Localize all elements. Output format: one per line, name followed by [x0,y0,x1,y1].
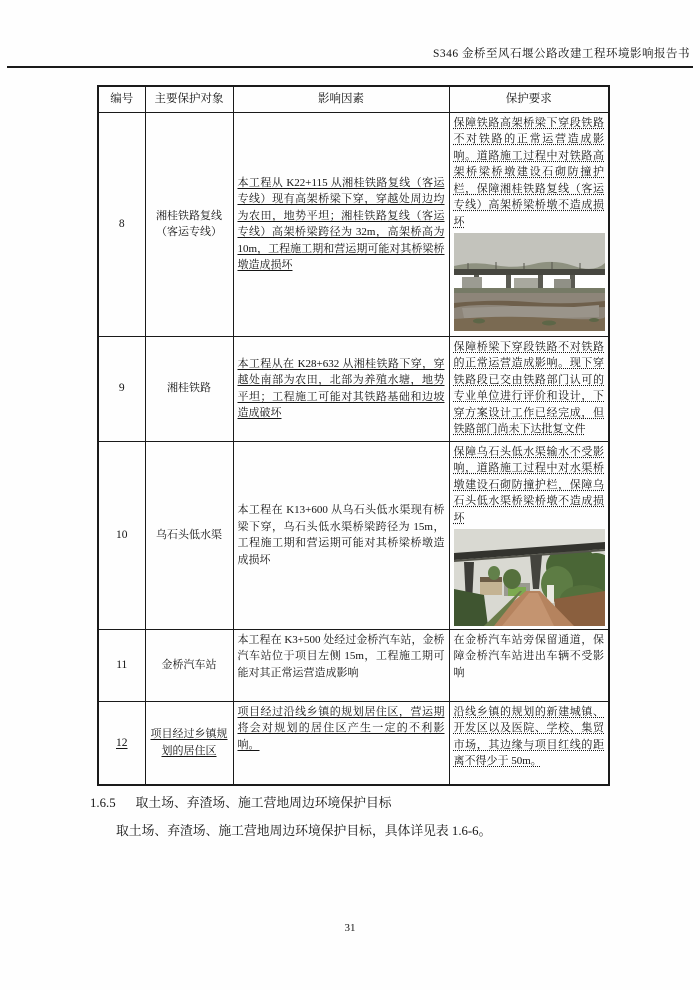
row11-number: 11 [98,629,145,701]
column-header-impact: 影响因素 [233,86,449,112]
row9-requirement: 保障桥梁下穿段铁路不对铁路的正常运营造成影响。现下穿铁路段已交由铁路部门认可的专业单位进行评价和设计，下穿方案设计工作已经完成，但铁路部门尚未下达批复文件 [449,336,609,441]
section-title: 取土场、弃渣场、施工营地周边环境保护目标 [135,796,392,810]
section-number: 1.6.5 [90,796,116,810]
page-number: 31 [344,922,356,934]
row9-number: 9 [98,336,145,441]
row10-requirement: 保障乌石头低水渠输水不受影响，道路施工过程中对水渠桥墩建设石砌防撞护栏，保障乌石头低水渠桥梁桥墩不造成损坏 [449,441,609,629]
table-row [98,441,609,629]
table-header-row [98,86,609,112]
row10-impact: 本工程在 K13+600 从乌石头低水渠现有桥梁下穿，乌石头低水渠桥梁跨径为 15m，工程施工期和营运期可能对其桥梁桥墩造成损坏 [233,441,449,629]
row8-impact: 本工程从 K22+115 从湘桂铁路复线（客运专线）现有高架桥梁下穿，穿越处周边均为农田，地势平坦；湘桂铁路复线（客运专线）高架桥梁跨径为 32m，高架桥高为 10m，工程施工期和营运期可能对其桥梁桥墩造成损坏 [233,112,449,336]
header-divider [7,66,693,68]
protection-targets-table [97,85,610,786]
row12-requirement: 沿线乡镇的规划的新建城镇、开发区以及医院、学校、集贸市场，其边缘与项目红线的距离不得少于 50m。 [449,701,609,785]
table-row [98,629,609,701]
table-row [98,701,609,785]
row11-object: 金桥汽车站 [145,629,233,701]
row11-impact: 本工程在 K3+500 处经过金桥汽车站，金桥汽车站位于项目左侧 15m，工程施工期可能对其正常运营造成影响 [233,629,449,701]
railway-viaduct-photo [454,233,605,331]
row12-number: 12 [98,701,145,785]
column-header-number: 编号 [98,86,145,112]
row9-object: 湘桂铁路 [145,336,233,441]
row8-number: 8 [98,112,145,336]
row10-object: 乌石头低水渠 [145,441,233,629]
row10-number: 10 [98,441,145,629]
column-header-object: 主要保护对象 [145,86,233,112]
column-header-requirement: 保护要求 [449,86,609,112]
row12-object: 项目经过乡镇规划的居住区 [145,701,233,785]
section-heading [90,792,392,811]
row11-requirement: 在金桥汽车站旁保留通道，保障金桥汽车站进出车辆不受影响 [449,629,609,701]
row8-requirement: 保障铁路高架桥梁下穿段铁路不对铁路的正常运营造成影响。道路施工过程中对铁路高架桥梁桥墩建设石砌防撞护栏，保障湘桂铁路复线（客运专线）高架桥梁桥墩不造成损坏 [449,112,609,336]
row9-impact: 本工程从在 K28+632 从湘桂铁路下穿，穿越处南部为农田，北部为养殖水塘，地势平坦；工程施工可能对其铁路基础和边坡造成破坏 [233,336,449,441]
table-row [98,112,609,336]
row8-object: 湘桂铁路复线（客运专线） [145,112,233,336]
row12-impact: 项目经过沿线乡镇的规划居住区，营运期将会对规划的居住区产生一定的不利影响。 [233,701,449,785]
body-paragraph: 取土场、弃渣场、施工营地周边环境保护目标，具体详见表 1.6-6。 [116,824,492,838]
aqueduct-dirt-road-photo [454,529,605,626]
table-row [98,336,609,441]
document-header-title: S346 金桥至风石堰公路改建工程环境影响报告书 [432,48,690,60]
